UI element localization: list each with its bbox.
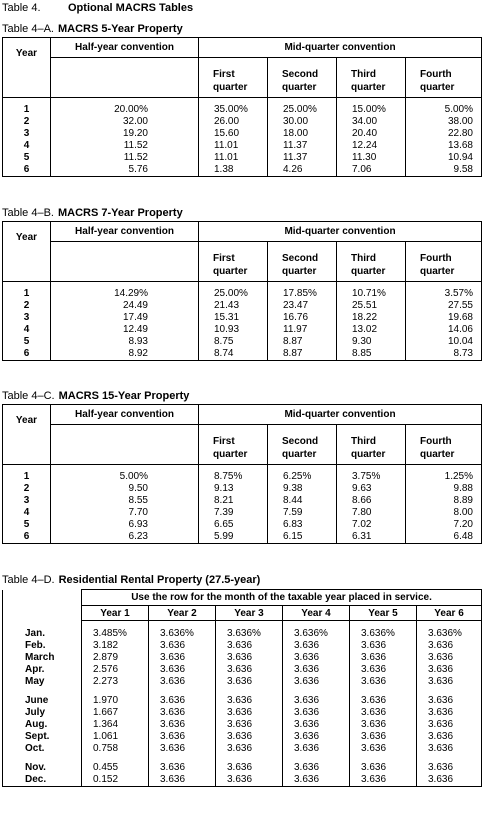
value-cell: 3.636 <box>350 695 417 707</box>
table-a-title: MACRS 5-Year Property <box>57 23 183 35</box>
value-cell: 3.636 <box>350 652 417 664</box>
year-column-header: Year 2 <box>149 606 216 621</box>
value-cell: 3.636 <box>417 731 482 743</box>
table-row <box>3 695 482 707</box>
value-cell: 6.15 <box>268 531 337 544</box>
mid-quarter-header: Mid-quarter convention <box>199 222 482 242</box>
month-cell: Oct. <box>3 743 82 755</box>
value-cell: 3.636% <box>283 628 350 640</box>
value-cell: 9.50 <box>51 483 199 495</box>
table-row <box>3 731 482 743</box>
table-row <box>3 471 482 483</box>
value-cell: 3.636 <box>283 774 350 787</box>
first-quarter-header: First quarter <box>199 58 268 98</box>
year-cell: 6 <box>3 164 51 177</box>
fourth-quarter-header: Fourth quarter <box>406 425 482 465</box>
table-row <box>3 483 482 495</box>
value-cell: 0.455 <box>82 762 149 774</box>
table-row <box>3 743 482 755</box>
value-cell: 8.87 <box>268 336 337 348</box>
year-cell: 3 <box>3 128 51 140</box>
table-d-heading <box>2 573 260 587</box>
month-cell: Aug. <box>3 719 82 731</box>
second-quarter-header: Second quarter <box>268 242 337 282</box>
value-cell: 8.66 <box>337 495 406 507</box>
value-cell: 30.00 <box>268 116 337 128</box>
value-cell: 15.00% <box>337 104 406 116</box>
table-row <box>3 336 482 348</box>
value-cell: 17.49 <box>51 312 199 324</box>
value-cell: 3.636 <box>149 743 216 755</box>
value-cell: 3.636 <box>350 743 417 755</box>
month-header-blank <box>3 590 82 606</box>
mid-quarter-header: Mid-quarter convention <box>199 405 482 425</box>
value-cell: 3.636 <box>216 719 283 731</box>
value-cell: 6.65 <box>199 519 268 531</box>
value-cell: 11.30 <box>337 152 406 164</box>
table-a <box>2 37 482 177</box>
value-cell: 3.636 <box>149 640 216 652</box>
value-cell: 6.31 <box>337 531 406 544</box>
value-cell: 26.00 <box>199 116 268 128</box>
value-cell: 3.636 <box>417 695 482 707</box>
year-cell: 4 <box>3 324 51 336</box>
value-cell: 11.01 <box>199 152 268 164</box>
value-cell: 12.49 <box>51 324 199 336</box>
value-cell: 3.636 <box>417 640 482 652</box>
value-cell: 3.636 <box>283 707 350 719</box>
value-cell: 1.061 <box>82 731 149 743</box>
value-cell: 3.636 <box>283 652 350 664</box>
year-cell: 1 <box>3 288 51 300</box>
value-cell: 1.25% <box>406 471 482 483</box>
value-cell: 11.52 <box>51 152 199 164</box>
year-cell: 2 <box>3 116 51 128</box>
year-column-header: Year 4 <box>283 606 350 621</box>
value-cell: 8.73 <box>406 348 482 361</box>
table-row <box>3 300 482 312</box>
table-row <box>3 152 482 164</box>
value-cell: 2.879 <box>82 652 149 664</box>
value-cell: 3.636 <box>417 762 482 774</box>
value-cell: 5.99 <box>199 531 268 544</box>
value-cell: 25.00% <box>268 104 337 116</box>
value-cell: 22.80 <box>406 128 482 140</box>
year-cell: 2 <box>3 300 51 312</box>
value-cell: 3.636% <box>149 628 216 640</box>
value-cell: 27.55 <box>406 300 482 312</box>
value-cell: 17.85% <box>268 288 337 300</box>
value-cell: 9.58 <box>406 164 482 177</box>
value-cell: 0.758 <box>82 743 149 755</box>
value-cell: 9.38 <box>268 483 337 495</box>
value-cell: 8.55 <box>51 495 199 507</box>
value-cell: 10.71% <box>337 288 406 300</box>
month-cell: July <box>3 707 82 719</box>
value-cell: 8.75 <box>199 336 268 348</box>
value-cell: 5.00% <box>406 104 482 116</box>
value-cell: 11.37 <box>268 140 337 152</box>
table-row <box>3 719 482 731</box>
value-cell: 6.48 <box>406 531 482 544</box>
value-cell: 35.00% <box>199 104 268 116</box>
value-cell: 16.76 <box>268 312 337 324</box>
value-cell: 3.636 <box>283 743 350 755</box>
third-quarter-header: Third quarter <box>337 242 406 282</box>
year-cell: 5 <box>3 336 51 348</box>
value-cell: 9.88 <box>406 483 482 495</box>
page-title-label: Table 4. <box>2 2 41 14</box>
table-row <box>3 348 482 361</box>
table-a-label: Table 4–A. <box>2 23 54 35</box>
table-row <box>3 676 482 688</box>
value-cell: 7.59 <box>268 507 337 519</box>
fourth-quarter-header: Fourth quarter <box>406 242 482 282</box>
value-cell: 19.20 <box>51 128 199 140</box>
table-c-label: Table 4–C. <box>2 390 55 402</box>
value-cell: 8.89 <box>406 495 482 507</box>
table-c-title: MACRS 15-Year Property <box>58 390 190 402</box>
month-cell: May <box>3 676 82 688</box>
year-cell: 4 <box>3 507 51 519</box>
month-cell: June <box>3 695 82 707</box>
value-cell: 3.636 <box>350 664 417 676</box>
page-title-text: Optional MACRS Tables <box>68 2 194 14</box>
table-row <box>3 312 482 324</box>
value-cell: 18.22 <box>337 312 406 324</box>
table-row <box>3 507 482 519</box>
value-cell: 8.93 <box>51 336 199 348</box>
value-cell: 3.636 <box>417 743 482 755</box>
value-cell: 1.364 <box>82 719 149 731</box>
table-b-title: MACRS 7-Year Property <box>57 207 183 219</box>
value-cell: 8.00 <box>406 507 482 519</box>
value-cell: 3.636 <box>283 695 350 707</box>
table-row <box>3 519 482 531</box>
year-column-header: Year 6 <box>417 606 482 621</box>
value-cell: 3.636 <box>149 731 216 743</box>
value-cell: 3.636 <box>216 676 283 688</box>
value-cell: 3.636 <box>350 762 417 774</box>
value-cell: 25.51 <box>337 300 406 312</box>
value-cell: 34.00 <box>337 116 406 128</box>
value-cell: 3.75% <box>337 471 406 483</box>
value-cell: 3.636 <box>417 707 482 719</box>
value-cell: 10.93 <box>199 324 268 336</box>
first-quarter-header: First quarter <box>199 425 268 465</box>
table-row <box>3 495 482 507</box>
value-cell: 3.636 <box>149 707 216 719</box>
value-cell: 7.80 <box>337 507 406 519</box>
year-cell: 3 <box>3 312 51 324</box>
value-cell: 3.636 <box>149 774 216 787</box>
table-row <box>3 531 482 544</box>
value-cell: 0.152 <box>82 774 149 787</box>
value-cell: 8.92 <box>51 348 199 361</box>
value-cell: 3.636 <box>417 652 482 664</box>
month-header-blank <box>3 606 82 621</box>
value-cell: 3.636 <box>216 707 283 719</box>
third-quarter-header: Third quarter <box>337 58 406 98</box>
value-cell: 7.02 <box>337 519 406 531</box>
value-cell: 19.68 <box>406 312 482 324</box>
table-row <box>3 640 482 652</box>
value-cell: 6.93 <box>51 519 199 531</box>
value-cell: 3.636 <box>283 640 350 652</box>
value-cell: 3.636 <box>216 652 283 664</box>
table-row <box>3 774 482 787</box>
year-header: Year <box>3 38 51 98</box>
year-header: Year <box>3 222 51 282</box>
value-cell: 1.667 <box>82 707 149 719</box>
year-cell: 5 <box>3 519 51 531</box>
value-cell: 3.636 <box>350 719 417 731</box>
value-cell: 13.02 <box>337 324 406 336</box>
value-cell: 13.68 <box>406 140 482 152</box>
month-cell: March <box>3 652 82 664</box>
value-cell: 3.182 <box>82 640 149 652</box>
value-cell: 3.636 <box>149 719 216 731</box>
value-cell: 3.636 <box>216 774 283 787</box>
value-cell: 1.970 <box>82 695 149 707</box>
year-cell: 6 <box>3 531 51 544</box>
value-cell: 3.636 <box>149 652 216 664</box>
value-cell: 8.21 <box>199 495 268 507</box>
year-column-header: Year 5 <box>350 606 417 621</box>
half-year-header: Half-year convention <box>51 405 199 425</box>
value-cell: 3.636% <box>216 628 283 640</box>
mid-quarter-header: Mid-quarter convention <box>199 38 482 58</box>
table-row <box>3 164 482 177</box>
second-quarter-header: Second quarter <box>268 425 337 465</box>
value-cell: 12.24 <box>337 140 406 152</box>
second-quarter-header: Second quarter <box>268 58 337 98</box>
month-cell: Apr. <box>3 664 82 676</box>
table-d-label: Table 4–D. <box>2 574 55 586</box>
year-column-header: Year 1 <box>82 606 149 621</box>
instruction-header: Use the row for the month of the taxable year placed in service. <box>82 590 482 606</box>
value-cell: 3.636 <box>350 731 417 743</box>
half-year-header: Half-year convention <box>51 38 199 58</box>
value-cell: 3.636 <box>283 719 350 731</box>
year-header: Year <box>3 405 51 465</box>
table-c <box>2 404 482 544</box>
value-cell: 3.636% <box>350 628 417 640</box>
value-cell: 6.23 <box>51 531 199 544</box>
value-cell: 11.97 <box>268 324 337 336</box>
table-row <box>3 140 482 152</box>
value-cell: 7.20 <box>406 519 482 531</box>
value-cell: 3.636 <box>350 676 417 688</box>
table-a-heading <box>2 22 183 36</box>
value-cell: 14.06 <box>406 324 482 336</box>
table-b <box>2 221 482 361</box>
value-cell: 21.43 <box>199 300 268 312</box>
value-cell: 8.44 <box>268 495 337 507</box>
month-cell: Feb. <box>3 640 82 652</box>
value-cell: 3.485% <box>82 628 149 640</box>
table-d-title: Residential Rental Property (27.5-year) <box>58 574 261 586</box>
value-cell: 3.636 <box>216 731 283 743</box>
value-cell: 15.31 <box>199 312 268 324</box>
table-row <box>3 652 482 664</box>
value-cell: 7.39 <box>199 507 268 519</box>
value-cell: 24.49 <box>51 300 199 312</box>
value-cell: 3.636 <box>283 762 350 774</box>
value-cell: 32.00 <box>51 116 199 128</box>
table-row <box>3 116 482 128</box>
value-cell: 3.636 <box>149 676 216 688</box>
year-column-header: Year 3 <box>216 606 283 621</box>
value-cell: 11.52 <box>51 140 199 152</box>
table-row <box>3 104 482 116</box>
year-cell: 3 <box>3 495 51 507</box>
year-cell: 6 <box>3 348 51 361</box>
table-b-heading <box>2 206 183 220</box>
table-c-heading <box>2 389 189 403</box>
value-cell: 3.636 <box>283 664 350 676</box>
value-cell: 20.40 <box>337 128 406 140</box>
fourth-quarter-header: Fourth quarter <box>406 58 482 98</box>
value-cell: 11.01 <box>199 140 268 152</box>
year-cell: 2 <box>3 483 51 495</box>
value-cell: 15.60 <box>199 128 268 140</box>
value-cell: 5.00% <box>51 471 199 483</box>
month-cell: Dec. <box>3 774 82 787</box>
value-cell: 7.70 <box>51 507 199 519</box>
value-cell: 6.83 <box>268 519 337 531</box>
first-quarter-header: First quarter <box>199 242 268 282</box>
value-cell: 2.273 <box>82 676 149 688</box>
month-cell: Jan. <box>3 628 82 640</box>
value-cell: 14.29% <box>51 288 199 300</box>
value-cell: 2.576 <box>82 664 149 676</box>
half-year-subcell <box>51 242 199 282</box>
table-row <box>3 128 482 140</box>
value-cell: 3.636 <box>283 731 350 743</box>
table-row <box>3 628 482 640</box>
table-d <box>2 589 482 787</box>
table-row <box>3 288 482 300</box>
table-row <box>3 664 482 676</box>
value-cell: 3.636 <box>149 695 216 707</box>
value-cell: 3.636 <box>216 695 283 707</box>
value-cell: 3.636 <box>350 640 417 652</box>
value-cell: 3.636 <box>417 664 482 676</box>
value-cell: 3.636 <box>149 664 216 676</box>
value-cell: 18.00 <box>268 128 337 140</box>
value-cell: 8.87 <box>268 348 337 361</box>
value-cell: 23.47 <box>268 300 337 312</box>
value-cell: 9.13 <box>199 483 268 495</box>
third-quarter-header: Third quarter <box>337 425 406 465</box>
half-year-header: Half-year convention <box>51 222 199 242</box>
value-cell: 3.636 <box>417 719 482 731</box>
value-cell: 10.04 <box>406 336 482 348</box>
value-cell: 20.00% <box>51 104 199 116</box>
value-cell: 8.75% <box>199 471 268 483</box>
table-b-label: Table 4–B. <box>2 207 54 219</box>
year-cell: 1 <box>3 471 51 483</box>
value-cell: 6.25% <box>268 471 337 483</box>
value-cell: 3.57% <box>406 288 482 300</box>
value-cell: 25.00% <box>199 288 268 300</box>
value-cell: 3.636 <box>417 676 482 688</box>
value-cell: 3.636 <box>149 762 216 774</box>
value-cell: 9.63 <box>337 483 406 495</box>
value-cell: 3.636% <box>417 628 482 640</box>
page-title <box>2 1 193 15</box>
value-cell: 5.76 <box>51 164 199 177</box>
value-cell: 3.636 <box>350 707 417 719</box>
year-cell: 5 <box>3 152 51 164</box>
value-cell: 3.636 <box>216 664 283 676</box>
value-cell: 3.636 <box>216 762 283 774</box>
value-cell: 3.636 <box>216 640 283 652</box>
value-cell: 3.636 <box>283 676 350 688</box>
value-cell: 38.00 <box>406 116 482 128</box>
value-cell: 8.74 <box>199 348 268 361</box>
value-cell: 3.636 <box>350 774 417 787</box>
month-cell: Nov. <box>3 762 82 774</box>
half-year-subcell <box>51 425 199 465</box>
value-cell: 10.94 <box>406 152 482 164</box>
value-cell: 3.636 <box>417 774 482 787</box>
value-cell: 8.85 <box>337 348 406 361</box>
table-row <box>3 762 482 774</box>
value-cell: 4.26 <box>268 164 337 177</box>
value-cell: 7.06 <box>337 164 406 177</box>
value-cell: 1.38 <box>199 164 268 177</box>
year-cell: 1 <box>3 104 51 116</box>
value-cell: 3.636 <box>216 743 283 755</box>
half-year-subcell <box>51 58 199 98</box>
table-row <box>3 324 482 336</box>
table-row <box>3 707 482 719</box>
year-cell: 4 <box>3 140 51 152</box>
value-cell: 11.37 <box>268 152 337 164</box>
month-cell: Sept. <box>3 731 82 743</box>
value-cell: 9.30 <box>337 336 406 348</box>
